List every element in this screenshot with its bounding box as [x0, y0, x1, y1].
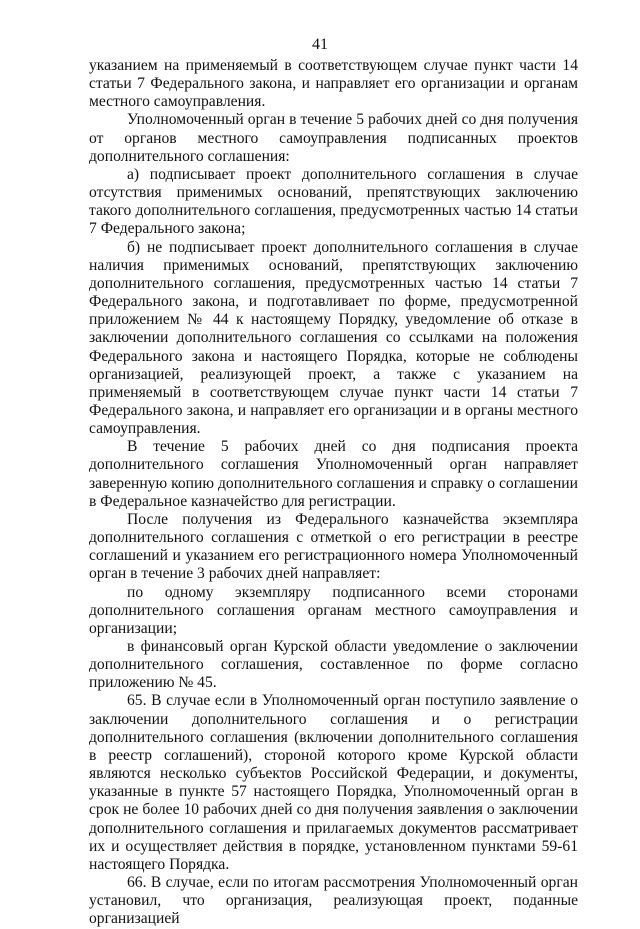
paragraph-continuation: указанием на применяемый в соответствующем случае пункт части 14 статьи 7 Федерального закона, и направляет его организации и органам местного самоуправления. [89, 57, 578, 111]
paragraph-copies: по одному экземпляру подписанного всеми сторонами дополнительного соглашения органам местного самоуправления и организации; [89, 583, 578, 637]
paragraph-finance-notice: в финансовый орган Курской области уведомление о заключении дополнительного соглашения, составленное по форме согласно приложению № 45. [89, 638, 578, 692]
paragraph-treasury-registration: В течение 5 рабочих дней со дня подписания проекта дополнительного соглашения Уполномоченный орган направляет заверенную копию дополнительного соглашения и справку о соглашении в Федеральное казначейство для регистрации. [89, 438, 578, 510]
page-number: 41 [312, 36, 328, 53]
paragraph-after-registration: После получения из Федерального казначейства экземпляра дополнительного соглашения с отметкой о его регистрации в реестре соглашений и указанием его регистрационного номера Уполномоченный орган в течение 3 рабочих дней направляет: [89, 510, 578, 583]
paragraph-65: 65. В случае если в Уполномоченный орган поступило заявление о заключении дополнительного соглашения и о регистрации дополнительного соглашения (включении дополнительного соглашения в реестр соглашений), стороной которого кроме Курской области являются несколько субъектов Российской Федерации, и документы, указанные в пункте 57 настоящего Порядка, Уполномоченный орган в срок не более 10 рабочих дней со дня получения заявления о заключении дополнительного соглашения и прилагаемых документов рассматривает их и осуществляет действия в порядке, установленном пунктами 59-61 настоящего Порядка. [89, 692, 578, 873]
document-body [89, 57, 578, 929]
paragraph-signing-term: Уполномоченный орган в течение 5 рабочих дней со дня получения от органов местного самоуправления подписанных проектов дополнительного соглашения: [89, 111, 578, 165]
paragraph-item-b: б) не подписывает проект дополнительного соглашения в случае наличия применимых оснований, препятствующих заключению дополнительного соглашения, предусмотренных частью 14 статьи 7 Федерального закона, и подготавливает по форме, предусмотренной приложением № 44 к настоящему Порядку, уведомление об отказе в заключении дополнительного соглашения со ссылками на положения Федерального закона и настоящего Порядка, которые не соблюдены организацией, реализующей проект, а также с указанием на применяемый в соответствующем случае пункт части 14 статьи 7 Федерального закона, и направляет его организации и в органы местного самоуправления. [89, 238, 578, 438]
paragraph-66: 66. В случае, если по итогам рассмотрения Уполномоченный орган установил, что организация, реализующая проект, поданные организацией [89, 874, 578, 928]
paragraph-item-a: а) подписывает проект дополнительного соглашения в случае отсутствия применимых оснований, препятствующих заключению такого дополнительного соглашения, предусмотренных частью 14 статьи 7 Федерального закона; [89, 165, 578, 238]
